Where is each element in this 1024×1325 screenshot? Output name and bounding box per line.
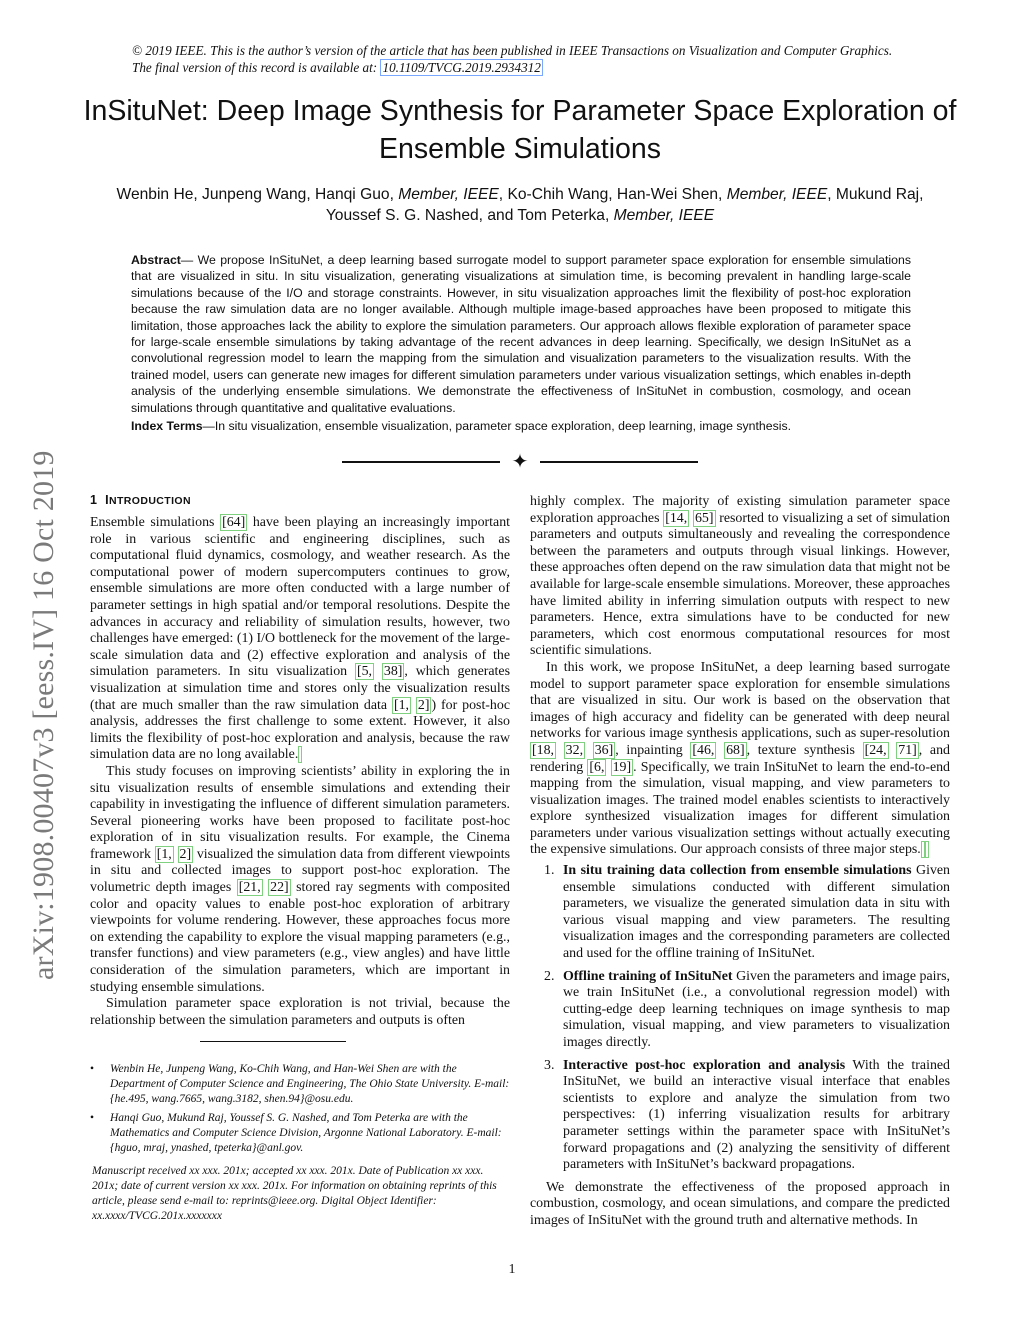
doi-link[interactable]: 10.1109/TVCG.2019.2934312	[382, 60, 541, 75]
citation-link[interactable]: 2]	[179, 846, 192, 862]
intro-paragraph-1: Ensemble simulations [64] have been playing an increasingly important role in various scientific and engineering disciplines, such as computational fluid dynamics, cosmology, and weather research. As the computational power of modern supercomputers continues to grow, ensemble simulations are more often conducted with a large number of parameter settings in high spatial and/or temporal resolutions. Despite the advances in accuracy and reliability of simulation results, however, two challenges have emerged: (1) I/O bottleneck for the movement of the large-scale simulation data and (2) effective exploration and analysis of the simulation parameters. In situ visualization [5, 38] , which generates visualization at simulation time and stores only the visualization results (that are much smaller than the raw simulation data [1, 2] ) for post-hoc analysis, addresses the first challenge to some extent. However, it also limits the flexibility of post-hoc exploration and analysis, because the raw simulation data are no long available.	[90, 515, 511, 763]
step-heading: Offline training of InSituNet	[563, 968, 733, 984]
footnote-affiliation-osu: • Wenbin He, Junpeng Wang, Ko-Chih Wang, and Han-Wei Shen are with the Department of Computer Science and Engineering, The Ohio State University. E-mail: {he.495, wang.7665, wang.3182, shen.94}@osu.edu.	[90, 1063, 510, 1106]
abstract-label: Abstract	[131, 253, 181, 267]
divider-line-left	[342, 461, 500, 463]
approach-steps-list	[530, 863, 950, 1174]
citation-link[interactable]: 22]	[270, 880, 289, 896]
citation-link[interactable]: [24,	[864, 742, 887, 758]
citation-link[interactable]: 2]	[417, 697, 430, 713]
manuscript-info: Manuscript received xx xxx. 201x; accepted xx xxx. 201x. Date of Publication xx xxx. 201x; date of current version xx xxx. 201x. For information on obtaining reprints of this article, please send e-mail to: reprints@ieee.org. Digital Object Identifier: xx.xxxx/TVCG.201x.xxxxxxx	[92, 1165, 497, 1223]
intro-paragraph-5: In this work, we propose InSituNet, a deep learning based surrogate model to support parameter space exploration for ensemble simulations that are visualized in situ. Our work is based on the observation that images of high accuracy and fidelity can be generated with deep neural networks for various image synthesis applications, such as super-resolution [18, 32, 36] , inpainting [46, 68] , texture synthesis [24, 71] , and rendering [6, 19] . Specifically, we train InSituNet to learn the end-to-end mapping from the simulation, visual mapping, and view parameters to visualization images. The trained model enables scientists to interactively explore synthesized visualization images for different simulation parameters under various visualization settings without actually executing the expensive simulations. Our approach consists of three major steps.	[530, 659, 950, 858]
membership-3: Member, IEEE	[613, 207, 715, 224]
index-terms	[131, 418, 911, 434]
author-list	[100, 184, 940, 226]
divider-star-icon: ✦	[511, 451, 529, 473]
citation-link[interactable]: 68]	[726, 742, 745, 758]
section-divider	[342, 452, 698, 472]
citation-link[interactable]: 38]	[383, 664, 403, 680]
citation-link[interactable]: [1,	[156, 846, 172, 862]
step-heading: Interactive post-hoc exploration and analysis	[563, 1057, 846, 1073]
citation-link[interactable]: [5,	[356, 664, 373, 680]
membership-1: Member, IEEE	[398, 186, 499, 203]
intro-paragraph-6: We demonstrate the effectiveness of the proposed approach in combustion, cosmology, and ocean simulations, and compare the predicted images of InSituNet with the ground truth and alternative methods. In	[530, 1179, 950, 1228]
paper-title: InSituNet: Deep Image Synthesis for Parameter Space Exploration of Ensemble Simulations	[83, 95, 957, 165]
membership-2: Member, IEEE	[726, 186, 828, 203]
intro-paragraph-2: This study focuses on improving scientists’ ability in exploring the in situ visualization results of ensemble simulations and extending their capability in investigating the influence of different simulation parameters. Several pioneering works have been proposed to facilitate post-hoc exploration of in situ visualization results. For example, the Cinema framework [1, 2] visualized the simulation data from different viewpoints in situ and collected images to support post-hoc exploration. The volumetric depth images [21, 22] stored ray segments with composited color and opacity values to enable post-hoc exploration of arbitrary viewpoints for volume rendering. However, these approaches focus more on extending the capability to explore the visual mapping parameters (e.g., transfer functions) and view parameters (e.g., view angles) and have little consideration of the simulation parameters, which are important in studying ensemble simulations.	[90, 763, 510, 995]
citation-link[interactable]: 65]	[694, 510, 714, 526]
section-title-rest: NTRODUCTION	[108, 495, 191, 507]
citation-link[interactable]	[925, 841, 929, 858]
citation-link[interactable]: 19]	[612, 759, 632, 775]
page-number: 1	[508, 1262, 516, 1277]
citation-link[interactable]: 32,	[565, 742, 584, 758]
footnote-affiliation-anl: • Hanqi Guo, Mukund Raj, Youssef S. G. Nashed, and Tom Peterka are with the Mathematics and Computer Science Division, Argonne National Laboratory. E-mail: {hguo, mraj, ynashed, tpeterka}@anl.gov.	[90, 1112, 502, 1155]
citation-link[interactable]: [1,	[393, 697, 409, 713]
authors-part-3: , Mukund Raj, Youssef S. G. Nashed, and Tom Peterka,	[325, 186, 924, 224]
citation-link[interactable]: [18,	[532, 742, 554, 758]
footnote-rule	[200, 1041, 346, 1042]
authors-part-1: Wenbin He, Junpeng Wang, Hanqi Guo,	[116, 186, 399, 203]
section-heading-introduction	[90, 492, 510, 509]
copyright-notice	[132, 42, 912, 76]
citation-link[interactable]: [6,	[589, 759, 605, 775]
bullet-icon: •	[90, 1063, 95, 1076]
list-item: 1. In situ training data collection from ensemble simulations Given ensemble simulations conducted with different simulation parameters, we visualize the generated simulation data in situ with various visual mapping and view parameters. The resulting visualization images and the corresponding parameters are collected and used for the offline training of InSituNet.	[544, 863, 950, 962]
section-title-initial: I	[105, 493, 109, 507]
citation-link[interactable]: [21,	[238, 880, 261, 896]
step-heading: In situ training data collection from ensemble simulations	[563, 863, 912, 879]
citation-link[interactable]: [14,	[665, 510, 688, 526]
section-number: 1	[90, 493, 98, 507]
list-item: 3. Interactive post-hoc exploration and analysis With the trained InSituNet, we build an interactive visual interface that enables scientists to explore and analyze the simulation from two perspectives: (1) inferring visualization results for arbitrary parameter settings within the parameter space with InSituNet’s forward propagations and (2) analyzing the sensitivity of different parameters with InSituNet’s backward propagations.	[544, 1057, 951, 1173]
author-affiliations	[90, 1062, 510, 1156]
citation-link[interactable]: 36]	[594, 742, 614, 758]
abstract-text: — We propose InSituNet, a deep learning based surrogate model to support parameter space exploration for ensemble simulations that are visualized in situ. In situ visualization, generating visualizations at simulation time, is becoming prevalent in handling large-scale simulations because of the I/O and storage constraints. However, in situ visualization approaches limit the flexibility of post-hoc exploration because the raw simulation data are no longer available. Although multiple image-based approaches have been proposed to mitigate this limitation, those approaches lack the ability to explore the simulation parameters. Our approach allows flexible exploration of parameter space for large-scale ensemble simulations by taking advantage of the recent advances in deep learning. Specifically, we design InSituNet as a convolutional regression model to learn the mapping from the simulation and visualization parameters to the visualization results. With the trained model, users can generate new images for different simulation parameters under various visualization settings, which enables in-depth analysis of the underlying ensemble simulations. We demonstrate the effectiveness of InSituNet in combustion, cosmology, and ocean simulations through quantitative and qualitative evaluations.	[131, 253, 911, 415]
divider-line-right	[540, 461, 698, 463]
citation-link[interactable]: [64]	[222, 515, 246, 530]
copyright-text: © 2019 IEEE. This is the author’s version of the article that has been published in IEEE Transactions on Visualization and Computer Graphics. The final version of this record is available at:	[132, 43, 893, 75]
index-terms-label: Index Terms	[131, 419, 203, 433]
list-item: 2. Offline training of InSituNet Given the parameters and image pairs, we train InSituNet (i.e., a convolutional regression model) with cutting-edge deep learning techniques on image synthesis to map simulation, visual mapping, and view parameters to visualization images directly.	[544, 968, 950, 1050]
left-column	[90, 492, 510, 1224]
citation-link[interactable]: 71]	[898, 742, 917, 758]
right-column	[530, 494, 950, 1230]
bullet-icon: •	[90, 1112, 95, 1125]
citation-link[interactable]	[298, 746, 302, 763]
arxiv-identifier-stamp: arXiv:1908.00407v3 [eess.IV] 16 Oct 2019	[27, 450, 60, 980]
intro-paragraph-3: Simulation parameter space exploration is not trivial, because the relationship between the simulation parameters and outputs is often	[90, 996, 510, 1028]
authors-part-2: , Ko-Chih Wang, Han-Wei Shen,	[498, 186, 727, 203]
intro-paragraph-4: highly complex. The majority of existing simulation parameter space exploration approaches [14, 65] resorted to visualizing a set of simulation parameters and outputs simultaneously and revealing the correspondence between the parameters and outputs through visual linkings. However, these approaches often depend on the raw simulation data that might not be available for large-scale ensemble simulations. Moreover, these approaches have limited ability in inferring simulation outputs with respect to new parameters. Hence, extra simulations have to be conducted for new parameters, which cost enormous computational resources for most scientific simulations.	[530, 494, 950, 659]
citation-link[interactable]: [46,	[692, 742, 715, 758]
abstract	[131, 252, 911, 416]
index-terms-text: —In situ visualization, ensemble visualization, parameter space exploration, deep learning, image synthesis.	[202, 419, 792, 433]
